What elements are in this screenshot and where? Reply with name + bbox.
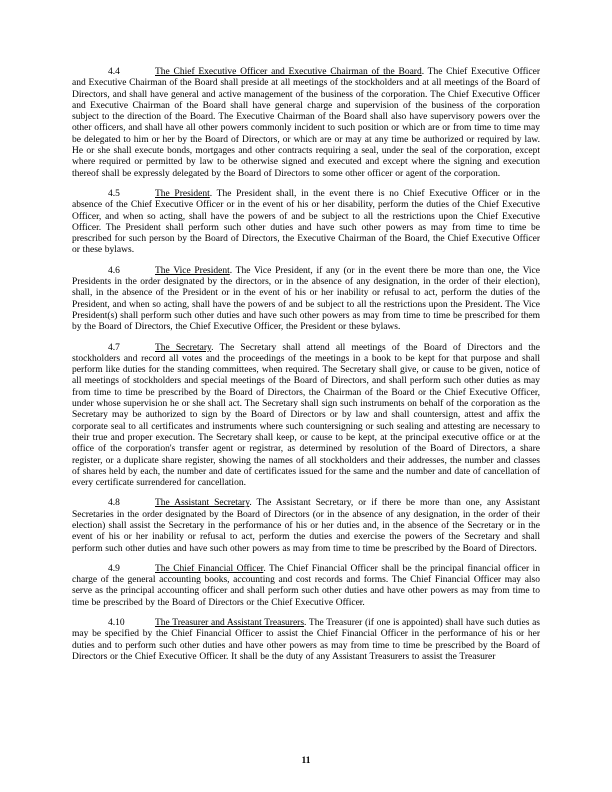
section-number: 4.7 <box>108 342 120 353</box>
section-body: . The Vice President, if any (or in the event there be more than one, the Vice Presidents in the order designated by the directors, or in the absence of any designation, in the order of their election), shall, in the absence of the President or in the event of his or her inability or refusal to act, perform the duties of the President, and when so acting, shall have the powers of and be subject to all the restrictions upon the President. The Vice President(s) shall perform such other duties and have such other powers as may from time to time be prescribed for them by the Board of Directors, the Chief Executive Officer, the President or these bylaws. <box>72 265 540 333</box>
section-4-6-paragraph <box>72 266 540 334</box>
section-body: . The President shall, in the event there is no Chief Executive Officer or in the absence of the Chief Executive Officer or in the event of his or her disability, perform the duties of the Chief Executive Officer, and when so acting, shall have the powers of and be subject to all the restrictions upon the Chief Executive Officer. The President shall perform such other duties and have such other powers as may from time to time be prescribed for such person by the Board of Directors, the Executive Chairman of the Board, the Chief Executive Officer or these bylaws. <box>72 188 540 256</box>
section-heading: The Secretary <box>155 342 212 353</box>
section-heading: The Treasurer and Assistant Treasurers <box>155 618 305 629</box>
section-heading: The Assistant Secretary <box>155 498 250 509</box>
section-heading: The Chief Executive Officer and Executive Chairman of the Board <box>155 67 422 77</box>
section-body: . The Treasurer (if one is appointed) shall have such duties as may be specified by the Chief Financial Officer to assist the Chief Financial Officer in the performance of his or her duties and to perform such other duties and have other powers as may from time to time be prescribed by the Board of Directors or the Chief Executive Officer. It shall be the duty of any Assistant Treasurers to assist the Treasurer <box>72 618 541 662</box>
page-number: 11 <box>301 756 311 766</box>
section-4-4-paragraph <box>72 67 540 180</box>
section-4-8-paragraph <box>72 498 540 554</box>
section-heading: The President <box>155 188 210 199</box>
section-body: . The Secretary shall attend all meetings of the Board of Directors and the stockholders and record all votes and the proceedings of the meetings in a book to be kept for that purpose and shall perform like duties for the standing committees, when required. The Secretary shall give, or cause to be given, notice of all meetings of stockholders and special meetings of the Board of Directors, and shall perform such other duties as may from time to time be prescribed by the Board of Directors, the Chairman of the Board or the Chief Executive Officer, under whose supervision he or she shall act. The Secretary shall sign such instruments on behalf of the corporation as the Secretary may be authorized to sign by the Board of Directors or by law and shall countersign, attest and affix the corporate seal to all certificates and instruments where such countersigning or such sealing and attesting are necessary to their true and proper execution. The Secretary shall keep, or cause to be kept, at the principal executive office or at the office of the corporation's transfer agent or registrar, as determined by resolution of the Board of Directors, a share register, or a duplicate share register, showing the names of all stockholders and their addresses, the number and classes of shares held by each, the number and date of certificates issued for the same and the number and date of cancellation of every certificate surrendered for cancellation. <box>72 342 540 489</box>
section-number: 4.5 <box>108 188 120 199</box>
section-body: . The Chief Executive Officer and Executive Chairman of the Board shall preside at all meetings of the stockholders and at all meetings of the Board of Directors, and shall have general and active management of the business of the corporation. The Chief Executive Officer and Executive Chairman of the Board shall have general charge and supervision of the business of the corporation subject to the direction of the Board. The Executive Chairman of the Board shall also have supervisory powers over the other officers, and shall have all other powers commonly incident to such position or which are or from time to time may be delegated to him or her by the Board of Directors, or which are or may at any time be authorized or required by law. He or she shall execute bonds, mortgages and other contracts requiring a seal, under the seal of the corporation, except where required or permitted by law to be otherwise signed and executed and except where the signing and execution thereof shall be expressly delegated by the Board of Directors to some other officer or agent of the corporation. <box>72 67 540 179</box>
section-number: 4.4 <box>108 67 120 77</box>
section-heading: The Vice President <box>155 265 230 276</box>
section-4-9-paragraph <box>72 564 540 609</box>
section-body: . The Assistant Secretary, or if there be more than one, any Assistant Secretaries in the order designated by the Board of Directors (or in the absence of any designation, in the order of their election) shall assist the Secretary in the performance of his or her duties and, in the absence of the Secretary or in the event of his or her inability or refusal to act, perform the duties and exercise the powers of the Secretary and shall perform such other duties and have such other powers as may from time to time be prescribed by the Board of Directors. <box>72 498 540 554</box>
section-4-5-paragraph <box>72 189 540 257</box>
section-4-10-paragraph <box>72 618 540 663</box>
section-heading: The Chief Financial Officer <box>155 563 264 574</box>
section-number: 4.9 <box>108 563 120 574</box>
section-number: 4.8 <box>108 498 120 509</box>
section-4-7-paragraph <box>72 343 540 490</box>
section-body: . The Chief Financial Officer shall be the principal financial officer in charge of the general accounting books, accounting and cost records and forms. The Chief Financial Officer may also serve as the principal accounting officer and shall perform such other duties and have other powers as may from time to time be prescribed by the Board of Directors or the Chief Executive Officer. <box>72 563 540 608</box>
section-number: 4.10 <box>108 618 125 629</box>
section-number: 4.6 <box>108 265 120 276</box>
